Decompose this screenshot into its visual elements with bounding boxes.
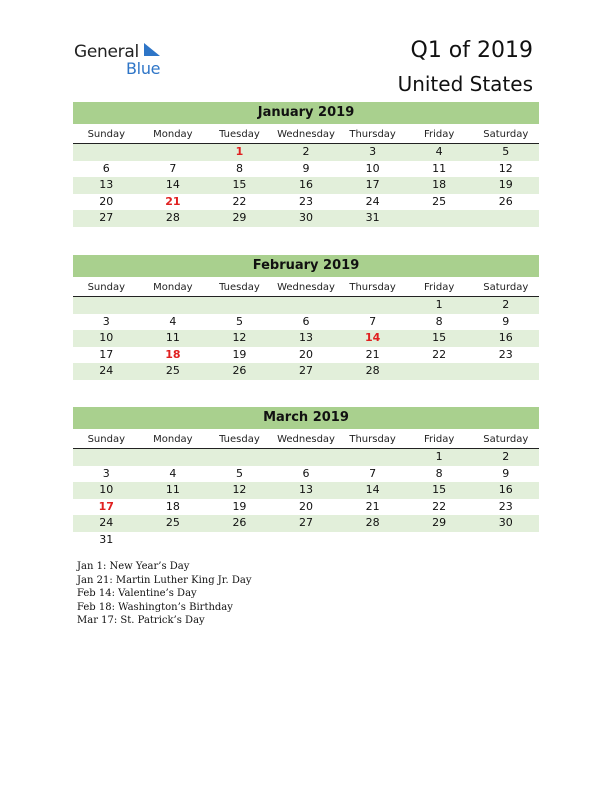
week-row: [73, 347, 539, 364]
date-cell: 26: [498, 194, 513, 208]
date-cell: 11: [432, 161, 447, 175]
date-cell: [140, 297, 207, 314]
weekday-label: Tuesday: [219, 282, 260, 293]
date-cell: 12: [232, 483, 247, 496]
date-cell: [339, 532, 406, 549]
date-cell: [339, 449, 406, 466]
weekday-label: Tuesday: [219, 129, 260, 140]
weekday-label: Wednesday: [277, 282, 335, 293]
date-cell: 31: [365, 211, 380, 224]
page-title: Q1 of 2019: [410, 38, 533, 63]
holiday-date-cell: 14: [364, 331, 381, 344]
date-cell: [140, 532, 207, 549]
date-cell: 21: [365, 347, 380, 361]
logo-word-blue: Blue: [126, 59, 161, 78]
week-row: [73, 161, 539, 178]
date-cell: 25: [165, 516, 180, 529]
weekday-label: Tuesday: [219, 434, 260, 445]
date-cell: [73, 297, 140, 314]
date-cell: 6: [302, 314, 310, 328]
date-cell: 27: [99, 211, 114, 224]
date-cell: 15: [432, 483, 447, 496]
week-row: [73, 314, 539, 331]
date-cell: 4: [435, 145, 443, 158]
date-cell: 14: [365, 483, 380, 496]
date-cell: 20: [299, 499, 314, 513]
date-cell: 6: [102, 161, 110, 175]
date-cell: [406, 210, 473, 227]
date-cell: 7: [369, 314, 377, 328]
date-cell: [406, 363, 473, 380]
weekday-label: Saturday: [483, 129, 529, 140]
logo-word-general: General: [74, 42, 139, 62]
date-cell: 15: [432, 331, 447, 344]
date-cell: 31: [99, 532, 114, 546]
week-row: [73, 297, 539, 314]
date-cell: [206, 532, 273, 549]
date-cell: [406, 532, 473, 549]
date-cell: [472, 210, 539, 227]
date-cell: 12: [498, 161, 513, 175]
weekday-label: Thursday: [349, 129, 396, 140]
date-cell: 20: [99, 194, 114, 208]
date-cell: [140, 449, 207, 466]
date-cell: [273, 532, 340, 549]
month-calendar-january: [73, 102, 539, 227]
week-row: [73, 210, 539, 227]
date-cell: [206, 449, 273, 466]
date-cell: 15: [232, 178, 247, 191]
date-cell: 28: [165, 211, 180, 224]
week-row: [73, 466, 539, 483]
date-cell: [73, 449, 140, 466]
date-cell: 24: [99, 364, 114, 377]
date-cell: 9: [502, 466, 510, 480]
date-cell: 2: [502, 298, 510, 311]
weekday-label: Saturday: [483, 282, 529, 293]
date-cell: [273, 297, 340, 314]
date-cell: 8: [235, 161, 243, 175]
date-cell: 28: [365, 364, 380, 377]
date-cell: 16: [498, 483, 513, 496]
date-cell: 13: [299, 483, 314, 496]
date-cell: [140, 144, 207, 161]
date-cell: 9: [502, 314, 510, 328]
date-cell: 4: [169, 466, 177, 480]
date-cell: [339, 297, 406, 314]
week-row: [73, 194, 539, 211]
date-cell: [206, 297, 273, 314]
weekday-label: Wednesday: [277, 434, 335, 445]
date-cell: 13: [99, 178, 114, 191]
date-cell: 24: [99, 516, 114, 529]
date-cell: 10: [99, 331, 114, 344]
date-cell: [73, 144, 140, 161]
date-cell: 1: [435, 298, 443, 311]
date-cell: 29: [232, 211, 247, 224]
weekday-label: Sunday: [87, 434, 125, 445]
holiday-note: Jan 21: Martin Luther King Jr. Day: [77, 574, 252, 586]
date-cell: 16: [498, 331, 513, 344]
month-title: February 2019: [73, 255, 539, 277]
date-cell: 18: [165, 499, 180, 513]
date-cell: 7: [169, 161, 177, 175]
week-row: [73, 532, 539, 549]
date-cell: 17: [365, 178, 380, 191]
date-cell: 21: [365, 499, 380, 513]
holiday-notes: [77, 560, 251, 628]
week-row: [73, 330, 539, 347]
date-cell: 14: [165, 178, 180, 191]
date-cell: 30: [299, 211, 314, 224]
date-cell: 5: [235, 466, 243, 480]
page-subtitle: United States: [397, 72, 533, 96]
holiday-date-cell: 21: [165, 194, 181, 208]
week-row: [73, 449, 539, 466]
weekday-label: Friday: [424, 434, 455, 445]
generalblue-logo: [74, 42, 174, 78]
month-calendar-february: [73, 255, 539, 380]
date-cell: 8: [435, 314, 443, 328]
date-cell: 29: [432, 516, 447, 529]
date-cell: 19: [232, 499, 247, 513]
date-cell: 4: [169, 314, 177, 328]
month-title: January 2019: [73, 102, 539, 124]
date-cell: 11: [165, 331, 180, 344]
date-cell: 2: [502, 450, 510, 463]
holiday-note: Mar 17: St. Patrick’s Day: [77, 615, 205, 627]
date-cell: 11: [165, 483, 180, 496]
date-cell: 10: [99, 483, 114, 496]
date-cell: 1: [435, 450, 443, 463]
date-cell: 3: [369, 145, 377, 158]
date-cell: 23: [299, 194, 314, 208]
weekday-label: Monday: [153, 129, 193, 140]
date-cell: 24: [365, 194, 380, 208]
date-cell: 9: [302, 161, 310, 175]
date-cell: 22: [432, 499, 447, 513]
weekday-label: Friday: [424, 129, 455, 140]
holiday-note: Feb 14: Valentine’s Day: [77, 588, 197, 600]
date-cell: 18: [432, 178, 447, 191]
holiday-date-cell: 18: [165, 347, 181, 361]
week-row: [73, 515, 539, 532]
date-cell: 5: [502, 145, 510, 158]
weekday-label: Saturday: [483, 434, 529, 445]
date-cell: 26: [232, 364, 247, 377]
date-cell: 20: [299, 347, 314, 361]
weekday-label: Monday: [153, 282, 193, 293]
weekday-label: Sunday: [87, 282, 125, 293]
date-cell: 6: [302, 466, 310, 480]
weekday-label: Wednesday: [277, 129, 335, 140]
date-cell: 23: [498, 347, 513, 361]
date-cell: 16: [299, 178, 314, 191]
month-title: March 2019: [73, 407, 539, 429]
weekday-label: Sunday: [87, 129, 125, 140]
week-row: [73, 144, 539, 161]
date-cell: 3: [102, 466, 110, 480]
holiday-note: Jan 1: New Year’s Day: [77, 561, 190, 572]
date-cell: [472, 532, 539, 549]
date-cell: 25: [432, 194, 447, 208]
weekday-header-row: [73, 279, 539, 297]
date-cell: 17: [99, 347, 114, 361]
weekday-header-row: [73, 431, 539, 449]
weekday-label: Thursday: [349, 282, 396, 293]
date-cell: 30: [498, 516, 513, 529]
logo-triangle-icon: [142, 43, 162, 59]
date-cell: 13: [299, 331, 314, 344]
date-cell: 12: [232, 331, 247, 344]
holiday-date-cell: 1: [235, 145, 244, 158]
weekday-header-row: [73, 126, 539, 144]
date-cell: 25: [165, 364, 180, 377]
holiday-date-cell: 17: [98, 499, 114, 513]
weekday-label: Monday: [153, 434, 193, 445]
date-cell: 7: [369, 466, 377, 480]
month-calendar-march: [73, 407, 539, 548]
week-row: [73, 177, 539, 194]
week-row: [73, 363, 539, 380]
date-cell: 22: [232, 194, 247, 208]
date-cell: [472, 363, 539, 380]
date-cell: 26: [232, 516, 247, 529]
weekday-label: Friday: [424, 282, 455, 293]
date-cell: 2: [302, 145, 310, 158]
date-cell: [273, 449, 340, 466]
date-cell: 5: [235, 314, 243, 328]
date-cell: 23: [498, 499, 513, 513]
date-cell: 19: [498, 178, 513, 191]
date-cell: 27: [299, 364, 314, 377]
date-cell: 28: [365, 516, 380, 529]
date-cell: 27: [299, 516, 314, 529]
date-cell: 22: [432, 347, 447, 361]
weekday-label: Thursday: [349, 434, 396, 445]
date-cell: 8: [435, 466, 443, 480]
week-row: [73, 482, 539, 499]
holiday-note: Feb 18: Washington’s Birthday: [77, 601, 233, 613]
date-cell: 19: [232, 347, 247, 361]
week-row: [73, 499, 539, 516]
date-cell: 10: [365, 161, 380, 175]
date-cell: 3: [102, 314, 110, 328]
